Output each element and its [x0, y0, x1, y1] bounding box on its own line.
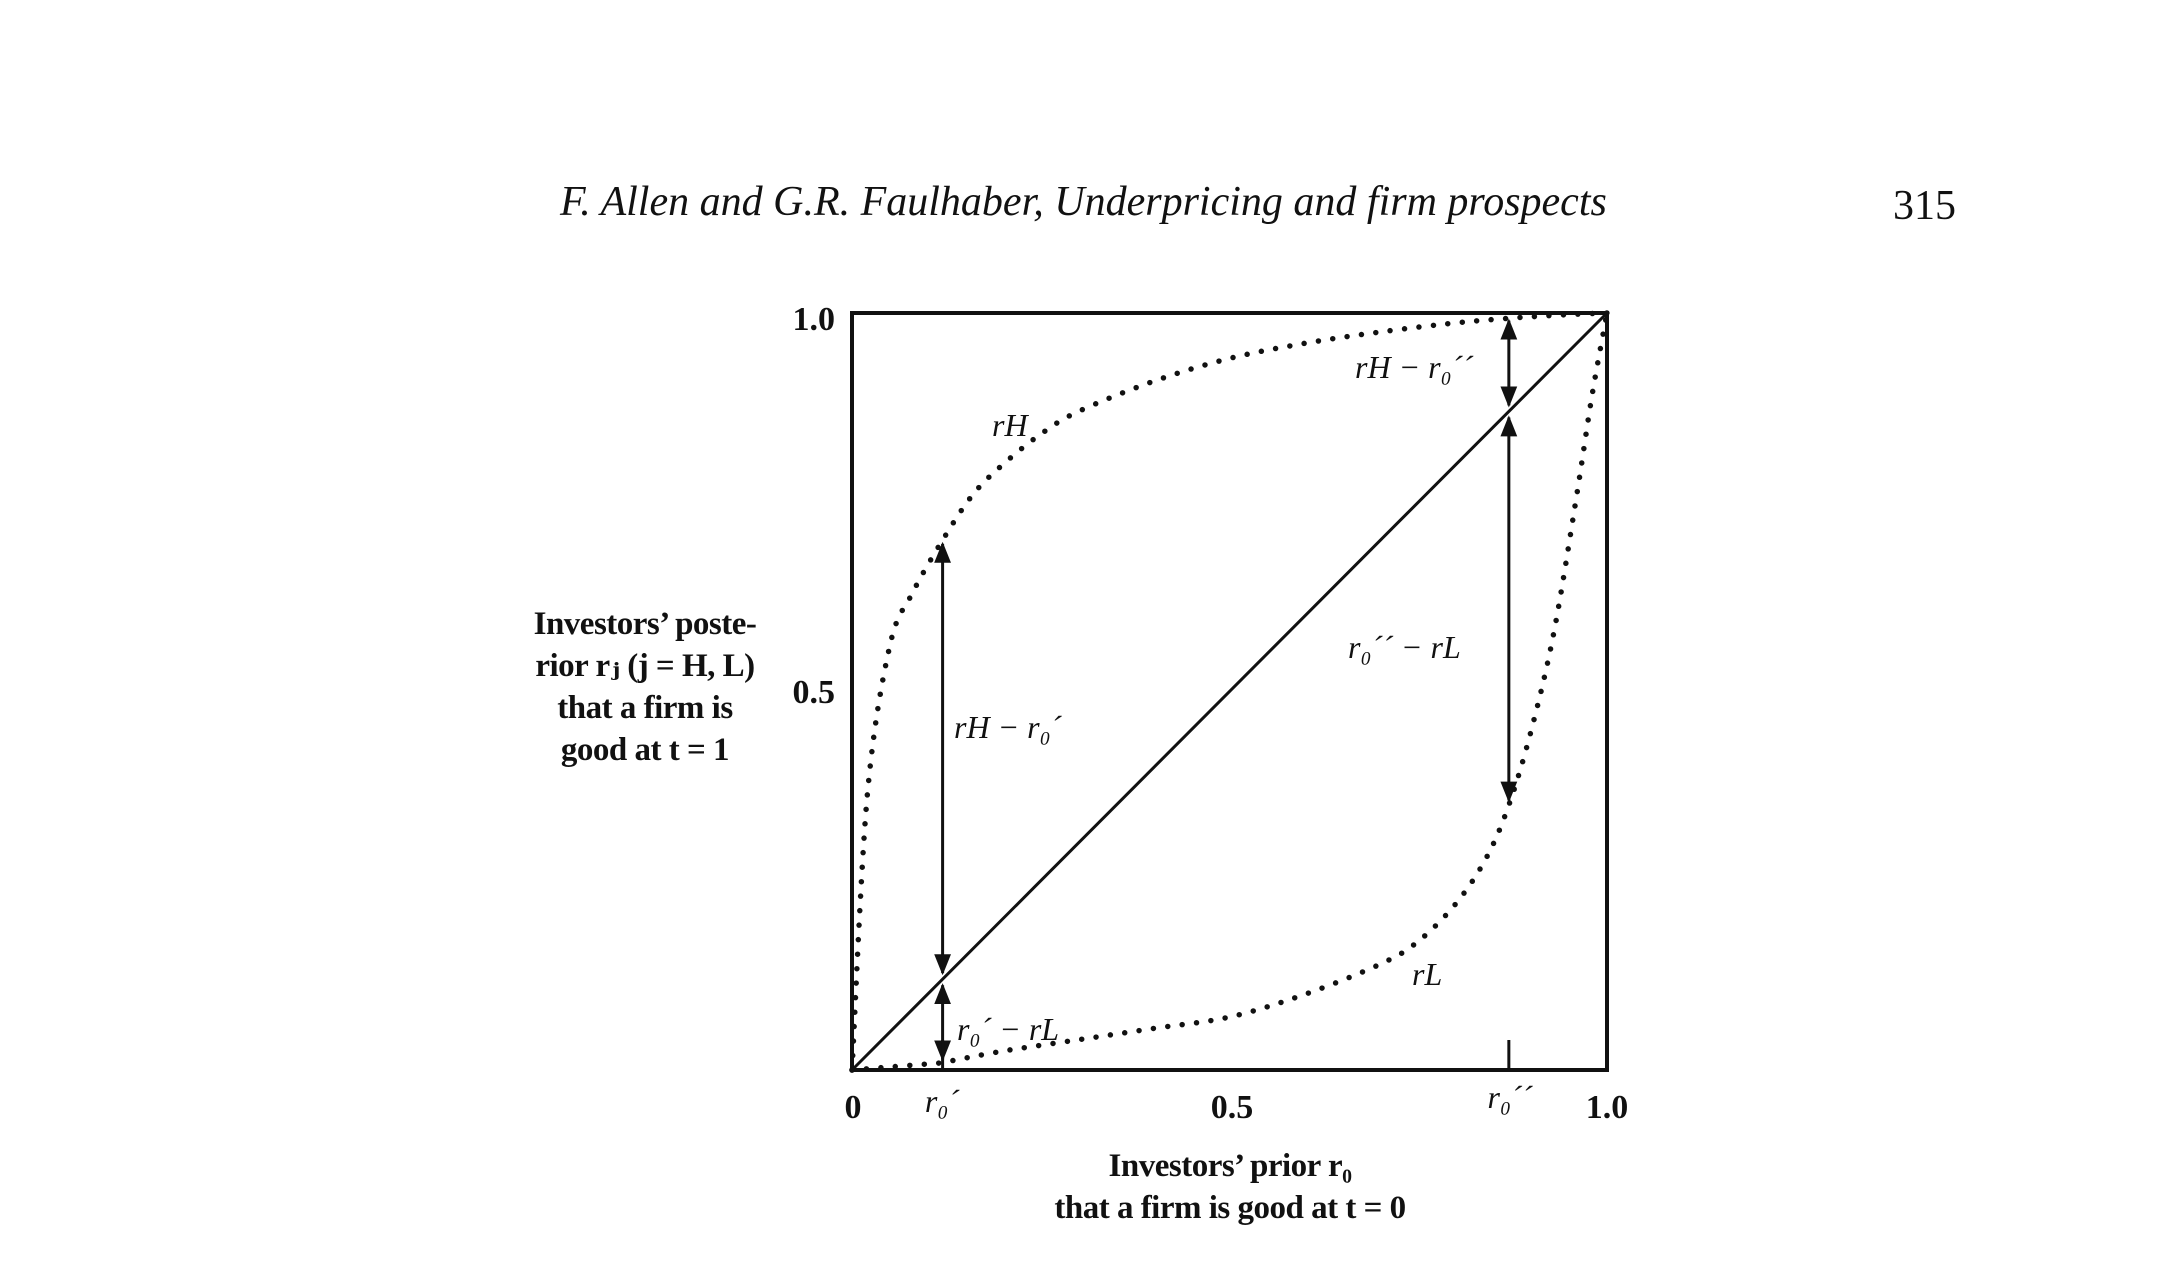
x-axis-label-line1: Investors’ prior r₀: [1108, 1148, 1352, 1184]
x-mark-r0-prime: r₀´: [924, 1083, 960, 1119]
x-axis-label-line2: that a firm is good at t = 0: [1054, 1190, 1406, 1226]
annotation-r0pp-minus-rL: r₀´´ − rL: [1348, 629, 1461, 665]
y-tick-0-5: 0.5: [792, 674, 835, 711]
y-axis-label-line4: good at t = 1: [560, 732, 730, 768]
running-title: F. Allen and G.R. Faulhaber, Underpricing and firm prospects: [560, 179, 1607, 225]
curve-label-rL: rL: [1412, 956, 1443, 992]
x-mark-r0-double-prime: r₀´´: [1487, 1079, 1533, 1115]
curve-label-rH: rH: [992, 407, 1028, 443]
annotation-r0p-minus-rL: r₀´ − rL: [957, 1011, 1060, 1047]
y-axis-label-line3: that a firm is: [557, 690, 733, 726]
y-axis-label-line1: Investors’ poste-: [533, 606, 757, 642]
x-tick-0: 0: [844, 1089, 862, 1126]
annotation-rH-minus-r0p: rH − r₀´: [954, 709, 1062, 745]
y-axis-label-line2: rior rⱼ (j = H, L): [535, 648, 755, 684]
diagonal-line: [852, 313, 1607, 1070]
y-tick-1-0: 1.0: [792, 301, 835, 338]
x-tick-0-5: 0.5: [1210, 1089, 1254, 1126]
annotation-rH-minus-r0pp: rH − r₀´´: [1355, 349, 1474, 385]
x-tick-1-0: 1.0: [1585, 1089, 1629, 1126]
page-number: 315: [1893, 183, 1956, 229]
